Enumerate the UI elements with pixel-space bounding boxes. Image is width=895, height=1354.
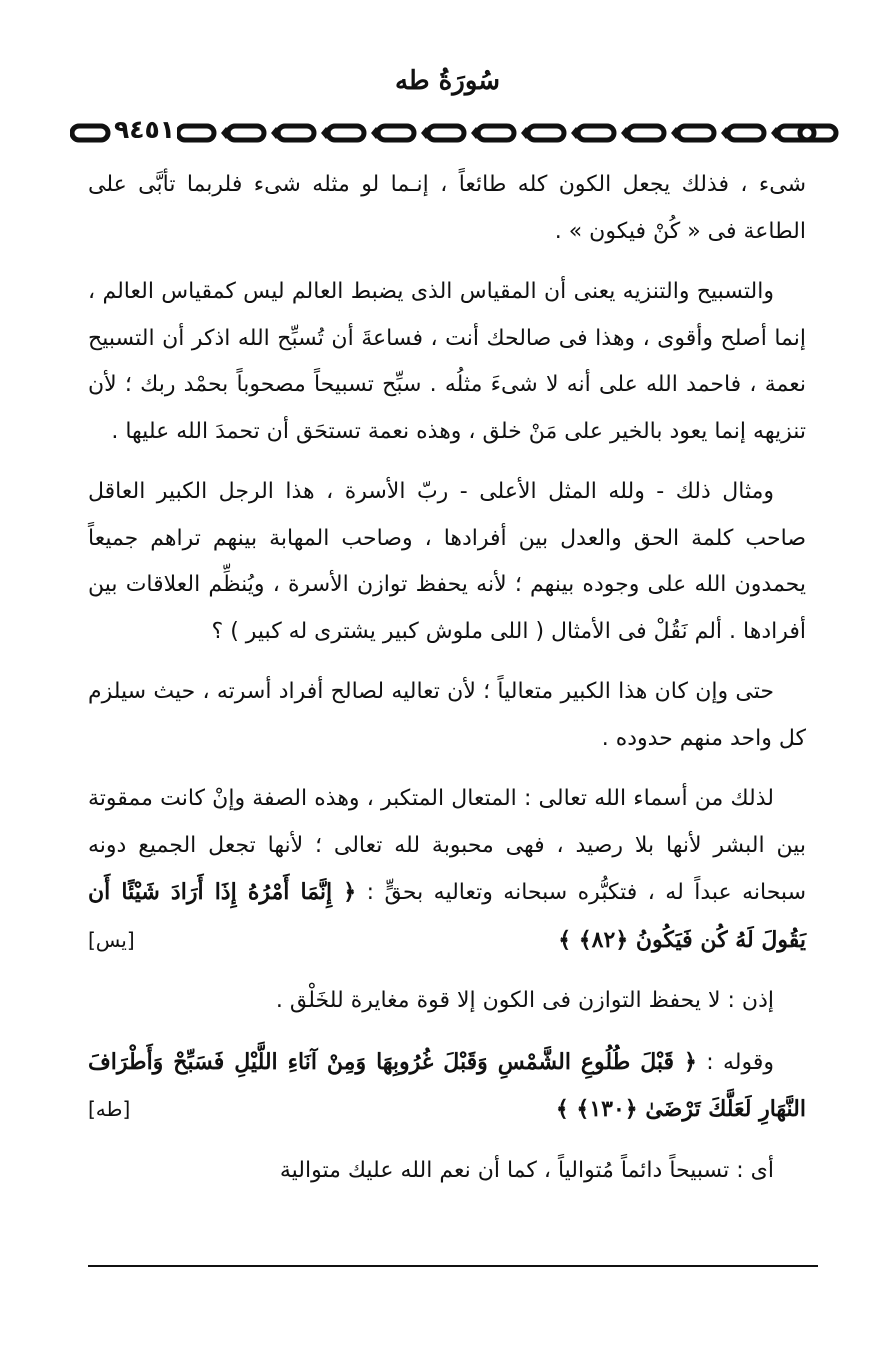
paragraph-5 bbox=[88, 776, 806, 964]
surah-reference-yasin: [يس] bbox=[88, 927, 135, 952]
ornament-chain-icon bbox=[70, 118, 840, 148]
paragraph-6: إذن : لا يحفظ التوازن فى الكون إلا قوة مغايرة للخَلْق . bbox=[275, 988, 774, 1013]
surah-title: سُورَةُ طه bbox=[394, 66, 501, 96]
paragraph-1: شىء ، فذلك يجعل الكون كله طائعاً ، إنـما لو مثله شىء فلربما تأبَّى على الطاعة فى « كُنْ فيكون » . bbox=[88, 172, 806, 244]
quran-verse-taha: ﴿ قَبْلَ طُلُوعِ الشَّمْسِ وَقَبْلَ غُرُوبِهَا وَمِنْ آنَاءِ اللَّيْلِ فَسَبِّحْ وَأَطْرَافَ النَّهَارِ لَعَلَّكَ تَرْضَىٰ ﴿١٣٠﴾ ﴾ bbox=[88, 1048, 806, 1122]
body-text bbox=[88, 162, 806, 1208]
surah-reference-taha: [طه] bbox=[88, 1097, 131, 1121]
ornamental-border bbox=[70, 118, 840, 148]
paragraph-7-text: وقوله : bbox=[706, 1049, 774, 1075]
paragraph-2: والتسبيح والتنزيه يعنى أن المقياس الذى يضبط العالم ليس كمقياس العالم ، إنما أصلح وأقوى ، وهذا فى صالحك أنت ، فساعةَ أن تُسبِّح الله اذكر أن التسبيح نعمة ، فاحمد الله على أنه لا شىءَ مثلُه . سبِّح تسبيحاً مصحوباً بحمْد ربك ؛ لأن تنزيهه إنما يعود بالخير على مَنْ خلق ، وهذه نعمة تستحَق أن تحمدَ الله عليها . bbox=[88, 279, 806, 444]
paragraph-7 bbox=[88, 1039, 806, 1134]
paragraph-3: ومثال ذلك - ولله المثل الأعلى - ربّ الأسرة ، هذا الرجل الكبير العاقل صاحب كلمة الحق والعدل بين أفرادها ، وصاحب المهابة بينهم تراهم جميعاً يحمدون الله على وجوده بينهم ؛ لأنه يحفظ توازن الأسرة ، ويُنظِّم العلاقات بين أفرادها . ألم نَقُلْ فى الأمثال ( اللى ملوش كبير يشترى له كبير ) ؟ bbox=[88, 479, 806, 644]
quran-verse-yasin: ﴿ إِنَّمَا أَمْرُهُ إِذَا أَرَادَ شَيْئًا أَن يَقُولَ لَهُ كُن فَيَكُونُ ﴿٨٢﴾ ﴾ bbox=[88, 879, 806, 953]
footer-divider bbox=[88, 1265, 818, 1267]
page-number: ٩٤٥١ bbox=[114, 115, 176, 144]
paragraph-4: حتى وإن كان هذا الكبير متعالياً ؛ لأن تعاليه لصالح أفراد أسرته ، حيث سيلزم كل واحد منهم حدوده . bbox=[88, 679, 806, 751]
paragraph-5-text: لذلك من أسماء الله تعالى : المتعال المتكبر ، وهذه الصفة وإنْ كانت ممقوتة بين البشر لأنها بلا رصيد ، فهى محبوبة لله تعالى ؛ لأنها تجعل الجميع دونه سبحانه عبداً له ، فتكبُّره سبحانه وتعاليه بحقٍّ : bbox=[88, 786, 806, 905]
paragraph-8: أى : تسبيحاً دائماً مُتوالياً ، كما أن نعم الله عليك متوالية bbox=[279, 1157, 774, 1183]
